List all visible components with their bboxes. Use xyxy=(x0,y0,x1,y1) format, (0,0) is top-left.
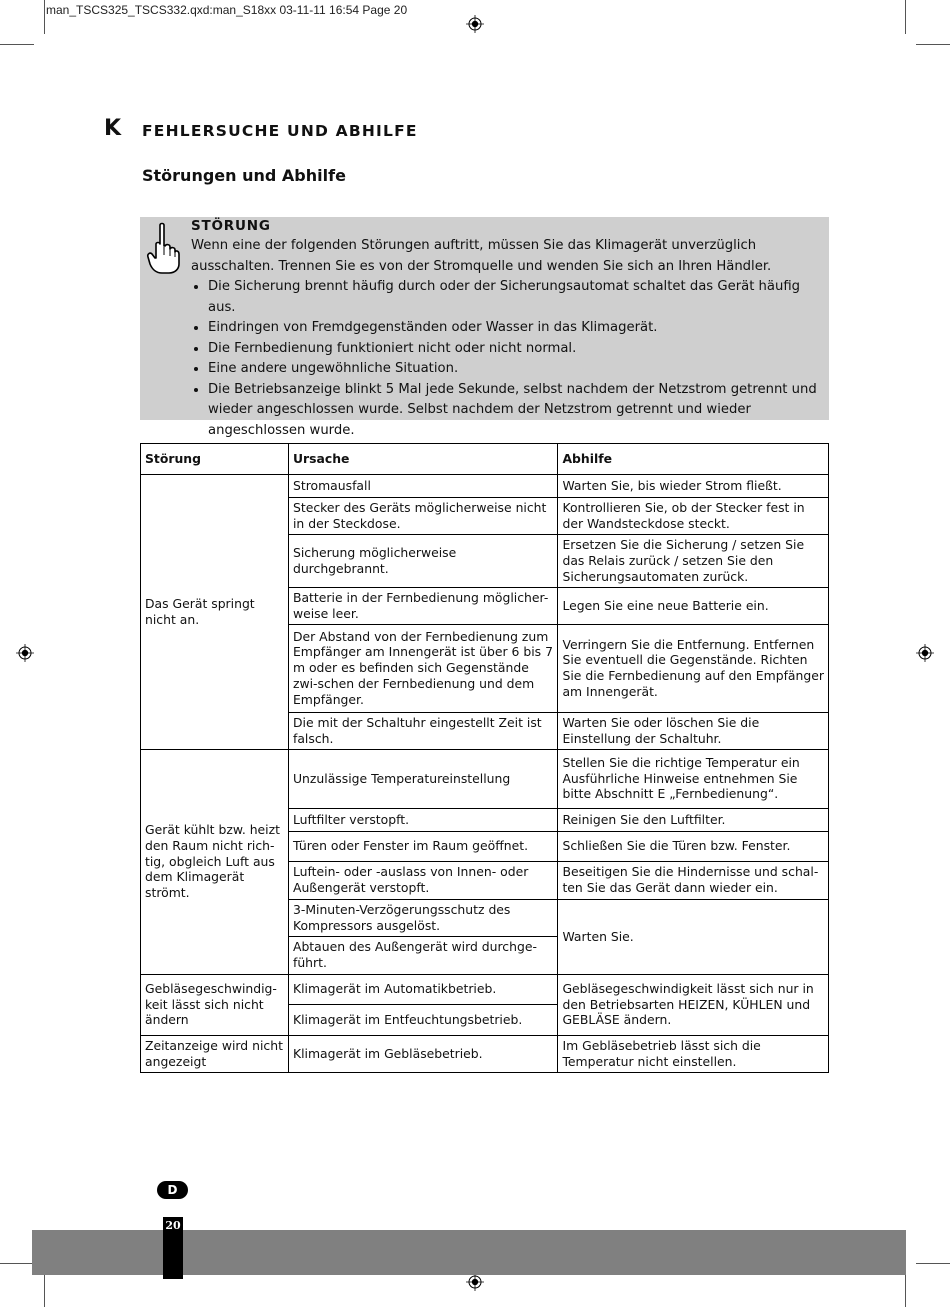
language-badge: D xyxy=(157,1181,188,1199)
warning-bullet: • Eindringen von Fremdgegenständen oder Wasser in das Klimagerät. xyxy=(208,318,821,339)
problem-cell: Gebläsegeschwindig-keit lässt sich nicht ändern xyxy=(141,974,289,1035)
warning-text xyxy=(191,236,821,441)
pointing-hand-icon xyxy=(146,222,180,274)
cause-cell: Abtauen des Außengerät wird durchge-führt. xyxy=(288,936,557,974)
section-letter: K xyxy=(104,116,122,141)
warning-bullet: • Eine andere ungewöhnliche Situation. xyxy=(208,359,821,380)
cause-cell: Klimagerät im Entfeuchtungsbetrieb. xyxy=(288,1004,557,1035)
remedy-cell: Kontrollieren Sie, ob der Stecker fest in der Wandsteckdose steckt. xyxy=(558,498,829,535)
cause-cell: Klimagerät im Automatikbetrieb. xyxy=(288,974,557,1004)
warning-bullet: • Die Betriebsanzeige blinkt 5 Mal jede Sekunde, selbst nachdem der Netzstrom getrennt und wieder angeschlossen wurde. Selbst nachdem der Netzstrom getrennt und wieder angeschlossen wurde. xyxy=(208,380,821,442)
column-header-remedy: Abhilfe xyxy=(558,444,829,475)
remedy-cell: Warten Sie, bis wieder Strom fließt. xyxy=(558,475,829,498)
cause-cell: Klimagerät im Gebläsebetrieb. xyxy=(288,1035,557,1072)
crop-mark xyxy=(905,1273,906,1307)
cause-cell: Die mit der Schaltuhr eingestellt Zeit ist falsch. xyxy=(288,712,557,749)
crop-mark xyxy=(916,44,950,45)
remedy-cell: Warten Sie. xyxy=(558,899,829,974)
cause-cell: Luftein- oder -auslass von Innen- oder Außengerät verstopft. xyxy=(288,861,557,899)
printer-slug: man_TSCS325_TSCS332.qxd:man_S18xx 03-11-11 16:54 Page 20 xyxy=(46,3,408,17)
cause-cell: Der Abstand von der Fernbedienung zum Empfänger am Innengerät ist über 6 bis 7 m oder es befinden sich Gegenstände zwi-schen der Fernbedienung und dem Empfänger. xyxy=(288,624,557,712)
problem-cell: Zeitanzeige wird nicht angezeigt xyxy=(141,1035,289,1072)
subheading: Störungen und Abhilfe xyxy=(142,166,346,185)
warning-list xyxy=(191,277,821,441)
crop-mark xyxy=(905,0,906,34)
remedy-cell: Verringern Sie die Entfernung. Entfernen Sie eventuell die Gegenstände. Richten Sie die Fernbedienung auf den Empfänger am Innengerät. xyxy=(558,624,829,712)
remedy-cell: Stellen Sie die richtige Temperatur ein Ausführliche Hinweise entnehmen Sie bitte Abschnitt E „Fernbedienung“. xyxy=(558,749,829,808)
remedy-cell: Reinigen Sie den Luftfilter. xyxy=(558,808,829,831)
problem-cell: Das Gerät springt nicht an. xyxy=(141,475,289,750)
table-header-row xyxy=(141,444,829,475)
table-row xyxy=(141,475,829,498)
cause-cell: Unzulässige Temperatureinstellung xyxy=(288,749,557,808)
crop-mark xyxy=(44,1273,45,1307)
cause-cell: Sicherung möglicherweise durchgebrannt. xyxy=(288,535,557,588)
table-row xyxy=(141,974,829,1004)
column-header-cause: Ursache xyxy=(288,444,557,475)
warning-intro: Wenn eine der folgenden Störungen auftritt, müssen Sie das Klimagerät unverzüglich ausschalten. Trennen Sie es von der Stromquelle und wenden Sie sich an Ihren Händler. xyxy=(191,238,772,274)
cause-cell: Luftfilter verstopft. xyxy=(288,808,557,831)
remedy-cell: Beseitigen Sie die Hindernisse und schal-ten Sie das Gerät dann wieder ein. xyxy=(558,861,829,899)
remedy-cell: Gebläsegeschwindigkeit lässt sich nur in den Betriebsarten HEIZEN, KÜHLEN und GEBLÄSE ändern. xyxy=(558,974,829,1035)
warning-bullet: • Die Sicherung brennt häufig durch oder der Sicherungsautomat schaltet das Gerät häufig aus. xyxy=(208,277,821,318)
remedy-cell: Schließen Sie die Türen bzw. Fenster. xyxy=(558,831,829,861)
warning-title: STÖRUNG xyxy=(191,218,271,234)
page-number: 20 xyxy=(165,1219,181,1232)
cause-cell: Türen oder Fenster im Raum geöffnet. xyxy=(288,831,557,861)
crop-mark xyxy=(0,1263,34,1264)
warning-bullet: • Die Fernbedienung funktioniert nicht oder nicht normal. xyxy=(208,339,821,360)
registration-mark-icon xyxy=(16,644,34,662)
crop-mark xyxy=(0,44,34,45)
crop-mark xyxy=(916,1263,950,1264)
cause-cell: 3-Minuten-Verzögerungsschutz des Kompressors ausgelöst. xyxy=(288,899,557,936)
remedy-cell: Legen Sie eine neue Batterie ein. xyxy=(558,588,829,625)
crop-mark xyxy=(44,0,45,34)
section-title: FEHLERSUCHE UND ABHILFE xyxy=(142,122,418,140)
remedy-cell: Warten Sie oder löschen Sie die Einstellung der Schaltuhr. xyxy=(558,712,829,749)
registration-mark-icon xyxy=(466,15,484,33)
cause-cell: Batterie in der Fernbedienung möglicher-weise leer. xyxy=(288,588,557,625)
table-row xyxy=(141,1035,829,1072)
registration-mark-icon xyxy=(466,1273,484,1291)
column-header-problem: Störung xyxy=(141,444,289,475)
remedy-cell: Ersetzen Sie die Sicherung / setzen Sie das Relais zurück / setzen Sie den Sicherungsautomaten zurück. xyxy=(558,535,829,588)
troubleshooting-table xyxy=(140,443,829,1073)
remedy-cell: Im Gebläsebetrieb lässt sich die Temperatur nicht einstellen. xyxy=(558,1035,829,1072)
registration-mark-icon xyxy=(916,644,934,662)
cause-cell: Stecker des Geräts möglicherweise nicht in der Steckdose. xyxy=(288,498,557,535)
cause-cell: Stromausfall xyxy=(288,475,557,498)
table-row xyxy=(141,749,829,808)
problem-cell: Gerät kühlt bzw. heizt den Raum nicht rich-tig, obgleich Luft aus dem Klimagerät strömt. xyxy=(141,749,289,974)
